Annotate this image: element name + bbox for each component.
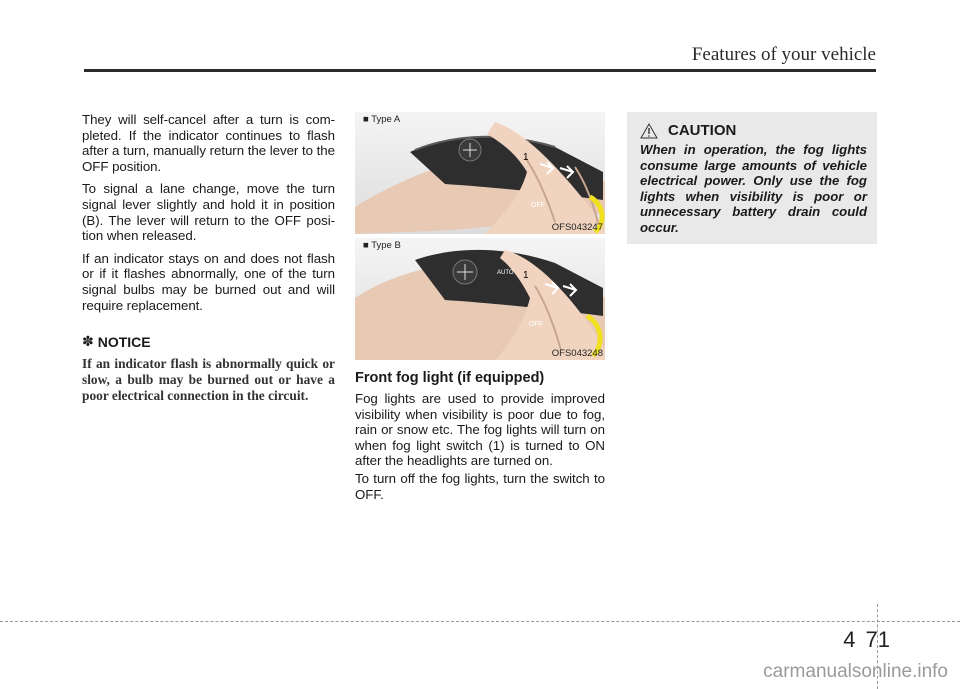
callout-1-b: 1	[523, 270, 529, 281]
auto-label-b: AUTO	[497, 270, 514, 276]
notice-heading	[82, 333, 335, 350]
notice-star-icon: ✽	[82, 333, 94, 350]
figure-a-code: OFS043247	[551, 222, 603, 233]
section-title: Features of your vehicle	[691, 44, 876, 65]
page-number	[843, 627, 890, 653]
header-rule	[84, 69, 876, 72]
notice-title: NOTICE	[97, 333, 151, 350]
paragraph-fog-lights-off: To turn off the fog lights, turn the switch to OFF.	[355, 470, 605, 502]
figure-b-code: OFS043248	[551, 348, 603, 359]
paragraph-self-cancel: They will self-cancel after a turn is com-pleted. If the indicator continues to flash after a turn, manually return the lever to the OFF position.	[82, 112, 335, 174]
column-middle	[355, 112, 605, 509]
figure-b-label: ■ Type B	[363, 240, 401, 251]
callout-1-a: 1	[523, 152, 529, 163]
front-fog-light-heading: Front fog light (if equipped)	[355, 370, 545, 386]
page-number-value: 71	[865, 627, 890, 652]
caution-box	[627, 112, 877, 244]
paragraph-lane-change: To signal a lane change, move the turn signal lever slightly and hold it in position (B). The lever will return to the OFF posi-tion when released.	[82, 181, 335, 244]
lever-illustration-a	[355, 112, 605, 234]
footer-rule	[0, 621, 960, 622]
paragraph-fog-lights-on: Fog lights are used to provide improved visibility when visibility is poor due to fog, rain or snow etc. The fog lights will turn on when fog light switch (1) is turned to ON after the headlights are turned on.	[355, 391, 605, 469]
figure-type-b	[355, 238, 605, 360]
figure-type-a	[355, 112, 605, 234]
caution-text: When in operation, the fog lights consume large amounts of vehicle electrical power. Only use the fog lights when visibility is poor or unnecessary battery drain could occur.	[640, 142, 867, 235]
chapter-number: 4	[843, 627, 856, 652]
column-left	[82, 112, 335, 404]
caution-title: CAUTION	[668, 122, 737, 139]
figure-a-label: ■ Type A	[363, 114, 401, 125]
column-right	[627, 112, 877, 244]
off-label-a: OFF	[531, 202, 545, 209]
watermark: carmanualsonline.info	[763, 661, 948, 682]
notice-text: If an indicator flash is abnormally quick or slow, a bulb may be burned out or have a poor electrical connection in the circuit.	[82, 356, 335, 404]
off-label-b: OFF	[529, 321, 543, 328]
caution-heading	[640, 122, 867, 139]
paragraph-indicator-bulb: If an indicator stays on and does not flash or if it flashes abnormally, one of the turn signal bulbs may be burned out and will require replacement.	[82, 250, 335, 313]
warning-triangle-icon	[640, 123, 658, 139]
lever-illustration-b	[355, 238, 605, 360]
